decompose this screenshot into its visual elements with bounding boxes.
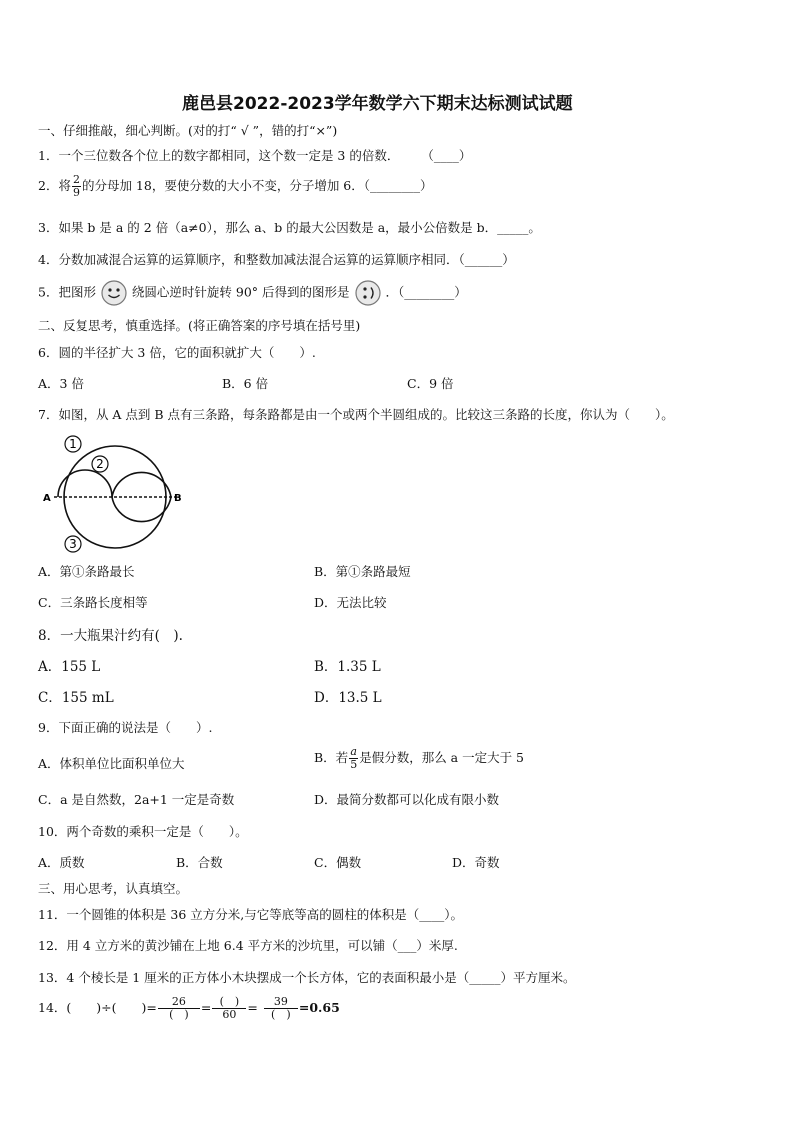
question-2-prefix: 2．将	[38, 178, 71, 193]
question-7: 7．如图，从 A 点到 B 点有三条路，每条路都是由一个或两个半圆组成的。比较这三条路的长度，你认为（ ）。	[38, 407, 674, 422]
question-14	[38, 996, 340, 1021]
question-9-option-b[interactable]	[314, 746, 524, 771]
fraction-denominator: 9	[72, 186, 80, 199]
equals-sign: =	[247, 1000, 258, 1015]
question-12: 12．用 4 立方米的黄沙铺在上地 6.4 平方米的沙坑里，可以铺（___）米厚.	[38, 938, 458, 953]
label-1: 1	[69, 437, 77, 451]
page-title: 鹿邑县2022-2023学年数学六下期末达标测试试题	[182, 94, 573, 114]
question-9-option-b-prefix: B．若	[314, 750, 349, 765]
question-6: 6．圆的半径扩大 3 倍，它的面积就扩大（ ）.	[38, 345, 316, 360]
question-4: 4．分数加减混合运算的运算顺序，和整数加减法混合运算的运算顺序相同．（______）	[38, 252, 515, 267]
question-10-option-a[interactable]: A．质数	[38, 855, 85, 870]
question-10-option-b[interactable]: B．合数	[176, 855, 223, 870]
question-8-option-a[interactable]: A．155 L	[38, 659, 101, 675]
question-1	[38, 146, 471, 164]
question-9-option-c[interactable]: C．a 是自然数，2a+1 一定是奇数	[38, 792, 235, 807]
fraction-blank-60	[212, 996, 246, 1021]
fraction-numerator: a	[350, 745, 357, 758]
point-a-label: A	[43, 493, 51, 504]
question-1-text: 1．一个三位数各个位上的数字都相同，这个数一定是 3 的倍数．	[38, 148, 400, 163]
equals-sign: =	[200, 1000, 212, 1015]
fraction-numerator: 26	[158, 996, 200, 1009]
fraction-39-blank	[264, 996, 298, 1021]
fraction-denominator: 60	[222, 1008, 237, 1021]
rotated-face-icon	[354, 279, 382, 307]
question-5	[38, 279, 467, 307]
three-paths-diagram	[40, 433, 190, 555]
question-8: 8．一大瓶果汁约有( ).	[38, 628, 183, 644]
label-2: 2	[96, 457, 104, 471]
point-b-label: B	[174, 493, 182, 504]
fraction-2-9	[72, 174, 81, 199]
smiley-face-icon	[100, 279, 128, 307]
question-14-prefix: 14．( )÷( )=	[38, 1000, 157, 1015]
question-10-option-d[interactable]: D．奇数	[452, 855, 500, 870]
question-9-option-b-text: 是假分数，那么 a 一定大于 5	[359, 750, 525, 765]
section-2-heading: 二、反复思考，慎重选择。(将正确答案的序号填在括号里)	[38, 318, 361, 333]
label-3: 3	[69, 537, 77, 551]
fraction-denominator[interactable]: ( )	[271, 1008, 291, 1021]
question-6-option-c[interactable]: C．9 倍	[407, 376, 454, 391]
question-1-answer-blank[interactable]: （____）	[421, 148, 472, 163]
fraction-a-5	[349, 746, 358, 771]
question-7-option-d[interactable]: D．无法比较	[314, 595, 387, 610]
question-7-option-a[interactable]: A．第①条路最长	[38, 564, 135, 579]
question-5-suffix: ．（________）	[385, 284, 467, 300]
question-14-result: =0.65	[298, 1000, 340, 1015]
fraction-denominator: 5	[350, 758, 358, 771]
question-9-option-a[interactable]: A．体积单位比面积单位大	[38, 756, 185, 771]
question-8-option-c[interactable]: C．155 mL	[38, 690, 114, 706]
fraction-numerator[interactable]: ( )	[212, 996, 246, 1009]
fraction-numerator: 39	[264, 996, 298, 1009]
section-3-heading: 三、用心思考，认真填空。	[38, 881, 189, 896]
question-7-option-c[interactable]: C．三条路长度相等	[38, 595, 148, 610]
question-8-option-b[interactable]: B．1.35 L	[314, 659, 381, 675]
question-9-option-d[interactable]: D．最简分数都可以化成有限小数	[314, 792, 500, 807]
question-13: 13．4 个棱长是 1 厘米的正方体小木块摆成一个长方体，它的表面积最小是（_____）平方厘米。	[38, 970, 576, 985]
question-2-text: 的分母加 18，要使分数的大小不变，分子增加 6．（________）	[81, 178, 433, 193]
question-8-option-d[interactable]: D．13.5 L	[314, 690, 382, 706]
section-1-heading: 一、仔细推敲，细心判断。(对的打“ √ ”，错的打“×”)	[38, 123, 338, 138]
question-5-middle: 绕圆心逆时针旋转 90° 后得到的图形是	[131, 284, 350, 300]
question-6-option-b[interactable]: B．6 倍	[222, 376, 269, 391]
question-3: 3．如果 b 是 a 的 2 倍（a≠0），那么 a、b 的最大公因数是 a，最小公倍数是 b．_____。	[38, 220, 541, 235]
question-10-option-c[interactable]: C．偶数	[314, 855, 362, 870]
question-2	[38, 174, 433, 199]
question-9: 9．下面正确的说法是（ ）.	[38, 720, 213, 735]
question-6-option-a[interactable]: A．3 倍	[38, 376, 84, 391]
question-7-option-b[interactable]: B．第①条路最短	[314, 564, 411, 579]
fraction-26-blank	[158, 996, 200, 1021]
question-11: 11．一个圆锥的体积是 36 立方分米,与它等底等高的圆柱的体积是（____）。	[38, 907, 463, 922]
fraction-numerator: 2	[72, 173, 80, 186]
question-10: 10．两个奇数的乘积一定是（ ）。	[38, 824, 248, 839]
question-5-prefix: 5．把图形	[38, 284, 96, 300]
fraction-denominator[interactable]: ( )	[169, 1008, 189, 1021]
